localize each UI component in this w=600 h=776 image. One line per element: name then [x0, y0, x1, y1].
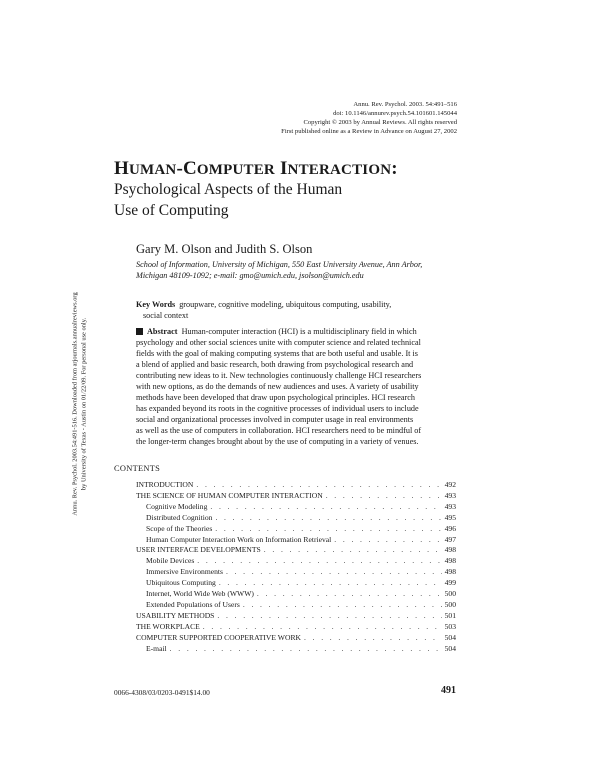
- abstract-line: psychology and other social sciences unite with computer science and related technical: [136, 338, 421, 347]
- toc-entry-title: Immersive Environments: [146, 567, 223, 577]
- title-part: I: [279, 158, 288, 179]
- title-part: H: [114, 158, 129, 179]
- toc-leader-dots: [217, 610, 441, 621]
- toc-entry[interactable]: [146, 599, 456, 610]
- toc-entry-title: Mobile Devices: [146, 556, 195, 566]
- toc-entry[interactable]: [136, 610, 456, 621]
- toc-entry[interactable]: [146, 555, 456, 566]
- title-part: -: [176, 158, 183, 179]
- affiliation-line-1: School of Information, University of Michigan, 550 East University Avenue, Ann Arbor,: [136, 260, 423, 269]
- toc-entry[interactable]: [146, 566, 456, 577]
- toc-entry-page: 493: [444, 501, 456, 511]
- toc-entry-title: Scope of the Theories: [146, 523, 213, 533]
- keywords-line-1: groupware, cognitive modeling, ubiquitous computing, usability,: [179, 300, 392, 309]
- copyright-line: Copyright © 2003 by Annual Reviews. All rights reserved: [303, 119, 457, 126]
- abstract-line: the longer-term changes brought about by the use of computing in a variety of venues.: [136, 437, 419, 446]
- affiliation-line-2: Michigan 48109-1092; e-mail: gmo@umich.edu, jsolson@umich.edu: [136, 271, 364, 280]
- toc-leader-dots: [203, 621, 442, 632]
- keywords: [136, 300, 456, 311]
- toc-entry[interactable]: [136, 544, 456, 555]
- keywords-label: Key Words: [136, 300, 176, 309]
- toc-leader-dots: [210, 501, 441, 512]
- toc-leader-dots: [219, 577, 442, 588]
- published-line: First published online as a Review in Advance on August 27, 2002: [281, 128, 457, 135]
- abstract-line: Human-computer interaction (HCI) is a multidisciplinary field in which: [181, 327, 417, 336]
- toc-entry-title: THE SCIENCE OF HUMAN COMPUTER INTERACTION: [136, 490, 323, 500]
- abstract-line: as well as the use of computers in collaboration. HCI researchers need to be mindful of: [136, 426, 422, 435]
- toc-entry-title: Ubiquitous Computing: [146, 578, 216, 588]
- toc-entry-title: Human Computer Interaction Work on Information Retrieval: [146, 534, 332, 544]
- title-part: UMAN: [128, 162, 177, 178]
- toc-leader-dots: [170, 643, 442, 654]
- abstract-line: has expanded beyond its roots in the cognitive processes of individual users to include: [136, 404, 419, 413]
- toc-leader-dots: [257, 588, 442, 599]
- toc-entry-title: Distributed Cognition: [146, 512, 213, 522]
- toc-entry-page: 498: [444, 567, 456, 577]
- contents-heading: CONTENTS: [114, 464, 161, 473]
- toc-entry-title: Extended Populations of Users: [146, 599, 240, 609]
- toc-leader-dots: [215, 512, 441, 523]
- toc-entry-page: 498: [444, 545, 456, 555]
- toc-entry[interactable]: [146, 577, 456, 588]
- toc-leader-dots: [197, 555, 441, 566]
- toc-leader-dots: [226, 566, 442, 577]
- toc-entry[interactable]: [136, 479, 456, 490]
- abstract-line: a blend of applied and basic research, both drawing from psychological research and: [136, 360, 414, 369]
- toc-entry-page: 504: [444, 632, 456, 642]
- abstract-line: social and organizational processes involved in computer usage in real environments: [136, 415, 414, 424]
- toc-entry[interactable]: [136, 490, 456, 501]
- toc-entry-title: INTRODUCTION: [136, 480, 194, 489]
- citation-line: Annu. Rev. Psychol. 2003. 54:491–516: [353, 101, 457, 108]
- toc-entry-title: Internet, World Wide Web (WWW): [146, 589, 254, 598]
- keywords-line-2: social context: [143, 311, 189, 320]
- toc-entry-page: 504: [444, 643, 456, 653]
- title-part: :: [391, 158, 398, 179]
- toc-leader-dots: [326, 490, 442, 501]
- subtitle-line-1: Psychological Aspects of the Human: [114, 181, 343, 198]
- square-bullet-icon: [136, 328, 143, 335]
- toc-entry[interactable]: [146, 512, 456, 523]
- toc-entry[interactable]: [146, 534, 456, 545]
- title-part: C: [182, 158, 197, 179]
- abstract-line: contributing new ideas to it. New technologies continuously challenge HCI researchers: [136, 371, 422, 380]
- toc-entry-page: 497: [444, 534, 456, 544]
- toc-entry-title: USER INTERFACE DEVELOPMENTS: [136, 545, 261, 555]
- toc-entry-page: 499: [444, 578, 456, 588]
- footer-code: 0066-4308/03/0203-0491$14.00: [114, 688, 210, 697]
- toc-entry[interactable]: [146, 588, 456, 599]
- toc-entry-title: Cognitive Modeling: [146, 501, 208, 511]
- toc-entry-page: 493: [444, 490, 456, 500]
- toc-entry-page: 503: [444, 621, 456, 631]
- abstract-label: Abstract: [147, 327, 178, 336]
- toc-entry[interactable]: [146, 501, 456, 512]
- toc-leader-dots: [215, 523, 441, 534]
- abstract-line: with new options, as do the demands of new audiences and uses. A variety of usability: [136, 382, 419, 391]
- title-part: NTERACTION: [287, 162, 392, 178]
- toc-leader-dots: [196, 479, 441, 490]
- doi-line: doi: 10.1146/annurev.psych.54.101601.145044: [333, 110, 457, 117]
- toc-entry-page: 492: [444, 480, 456, 489]
- side-note-line-2: by University of Texas - Austin on 01/22/09. For personal use only.: [80, 317, 87, 491]
- toc-entry-title: USABILITY METHODS: [136, 610, 215, 620]
- toc-entry-page: 498: [444, 556, 456, 566]
- toc-leader-dots: [264, 544, 442, 555]
- abstract-line: fields with the goal of making computing systems that are both useful and usable. It is: [136, 349, 418, 358]
- toc-entry[interactable]: [146, 643, 456, 654]
- toc-leader-dots: [334, 534, 441, 545]
- toc-entry-page: 496: [444, 523, 456, 533]
- toc-leader-dots: [243, 599, 442, 610]
- article-title: [114, 158, 398, 180]
- toc-entry[interactable]: [136, 621, 456, 632]
- abstract-line: methods have been developed that draw upon psychological principles. HCI research: [136, 393, 415, 402]
- toc-entry-page: 500: [444, 589, 456, 598]
- toc-entry-title: THE WORKPLACE: [136, 621, 200, 631]
- toc-leader-dots: [304, 632, 442, 643]
- toc-entry[interactable]: [136, 632, 456, 643]
- subtitle-line-2: Use of Computing: [114, 202, 229, 219]
- toc-entry-page: 495: [444, 512, 456, 522]
- page-number: 491: [441, 685, 456, 696]
- toc-entry-page: 500: [444, 599, 456, 609]
- toc-entry-page: 501: [444, 610, 456, 620]
- download-side-note: [72, 292, 89, 515]
- side-note-line-1: Annu. Rev. Psychol. 2003.54:491-516. Downloaded from arjournals.annualreviews.org: [71, 292, 79, 516]
- toc-entry[interactable]: [146, 523, 456, 534]
- toc-entry-title: COMPUTER SUPPORTED COOPERATIVE WORK: [136, 632, 302, 642]
- authors: Gary M. Olson and Judith S. Olson: [136, 242, 313, 256]
- toc-entry-title: E-mail: [146, 643, 167, 653]
- title-part: OMPUTER: [196, 162, 275, 178]
